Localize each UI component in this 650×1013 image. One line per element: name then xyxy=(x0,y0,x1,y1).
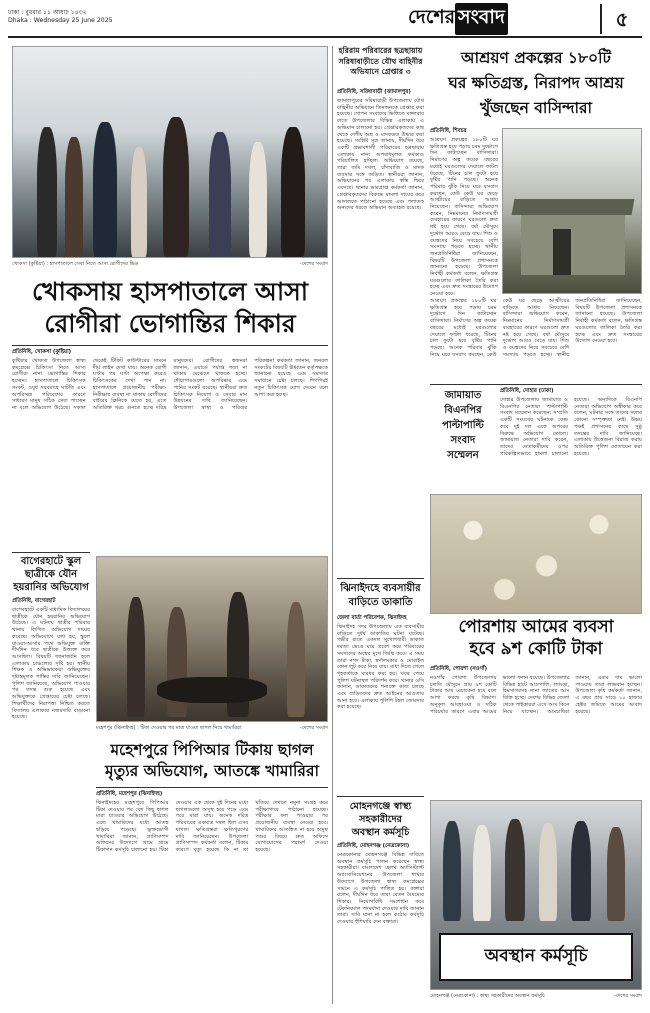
mango-body: নওগাঁর পোরশা উপজেলায় চলতি মৌসুমে প্রায় ৯শ কোটি টাকার আম বেচাকেনা হবে বলে আশা করছে কৃষি বিভাগ। অনুকূল আবহাওয়া ও সঠিক পরিচর্যার কারণে এবার আমের ভালো ফলন হয়েছে। উপজেলার বিভিন্ন হাটে আম্রপালি, ল্যাংড়া, হিমসাগরসহ নানা জাতের আম বিক্রি হচ্ছে। দেশের বিভিন্ন জেলা থেকে পাইকাররা এসে আম কিনে নিয়ে যাচ্ছেন। আমচাষিরা জানান, এবার দাম ভালো পাওয়ায় তারা লাভবান হচ্ছেন। উপজেলা কৃষি কর্মকর্তা জানান, এ বছর প্রায় সাড়ে ১০ হাজার হেক্টর জমিতে আমের আবাদ হয়েছে। xyxy=(430,675,642,715)
hospital-byline: প্রতিনিধি, খোকসা (কুষ্টিয়া) xyxy=(12,349,72,355)
mohonganj-body: নেত্রকোনার মোহনগঞ্জে বিভিন্ন দাবিতে অবস্থান কর্মসূচি পালন করেছেন স্বাস্থ্য সহকারীরা। বাংলাদেশ হেলথ অ্যাসিস্ট্যান্ট অ্যাসোসিয়েশনের উপজেলা শাখার উদ্যোগে উপজেলা স্বাস্থ্য কমপ্লেক্সের সামনে এ কর্মসূচি পালিত হয়। বক্তারা বলেন, দীর্ঘদিন ধরে তারা বেতন বৈষম্যের শিকার। নিয়োগবিধি সংশোধন করে টেকনিক্যাল পদমর্যাদা দেওয়ার দাবি জানান তারা। দাবি মানা না হলে কঠোর কর্মসূচি দেওয়ার হুঁশিয়ারি দেন বক্তারা। xyxy=(337,852,424,926)
hospital-headline: খোকসায় হাসপাতালে আসা রোগীরা ভোগান্তির শিকার xyxy=(32,277,308,338)
photo-credit: -দেশের সংবাদ xyxy=(613,993,642,999)
ashrayan-body-2: আশ্রয়ণ প্রকল্পের ১৮০টি ঘর ক্ষতিগ্রস্ত হয়ে পড়ায় চরম দুর্ভোগে দিন কাটাচ্ছেন বাসিন্দারা। নির্মাণের অল্প কয়েক বছরের মধ্যেই ঘরগুলোর দেয়ালে ফাটল ধরেছে, টিনের চাল ফুটো হয়ে বৃষ্টির পানি পড়ছে। অনেক পরিবার ঝুঁকি নিয়ে ঘরে বসবাস করছেন, কেউ কেউ ঘর ছেড়ে আত্মীয়ের বাড়িতে আশ্রয় নিয়েছেন। বাসিন্দারা অভিযোগ করেন, নিম্নমানের নির্মাণসামগ্রী ব্যবহারের কারণে ঘরগুলো দ্রুত নষ্ট হয়ে গেছে। বর্ষা মৌসুমে দুর্ভোগ আরও বেড়ে যায়। শিশু ও বয়স্কদের নিয়ে সবচেয়ে বেশি সমস্যায় পড়তে হচ্ছে। স্থানীয় জনপ্রতিনিধিরা জানিয়েছেন, বিষয়টি উপজেলা প্রশাসনকে জানানো হয়েছে। উপজেলা নির্বাহী কর্মকর্তা বলেন, ক্ষতিগ্রস্ত ঘরগুলোর তালিকা তৈরি করা হচ্ছে এবং দ্রুত সংস্কারের উদ্যোগ নেওয়া হবে। xyxy=(430,298,642,358)
arrest-headline: হরিরাম পরিবারের ছত্রছায়ায় সরিষাবাড়ীতে যৌথ বাহিনীর অভিযানে গ্রেপ্তার ৩ xyxy=(338,46,423,76)
mohonganj-byline: প্রতিনিধি, মোহনগঞ্জ (নেত্রকোনা) xyxy=(337,843,410,849)
robbery-headline: ঝিনাইদহে ব্যবসায়ীর বাড়িতে ডাকাতি xyxy=(340,583,421,608)
date-english: Dhaka : Wednesday 25 June 2025 xyxy=(8,17,113,24)
damaged-house-photo xyxy=(502,128,642,294)
photo-credit: -দেশের সংবাদ xyxy=(299,725,328,731)
robbery-byline: জেলা বার্তা পরিবেশক, ঝিনাইদহ xyxy=(337,615,407,621)
ashrayan-headline: আশ্রয়ণ প্রকল্পের ১৮০টি ঘর ক্ষতিগ্রস্ত, নিরাপদ আশ্রয় খুঁজছেন বাসিন্দারা xyxy=(448,49,624,117)
newspaper-logo xyxy=(408,6,508,32)
bagerhat-body: বাগেরহাটে একটি মাধ্যমিক বিদ্যালয়ের ছাত্রীকে যৌন হয়রানির অভিযোগ উঠেছে। এ ঘটনায় ছাত্রীর পরিবার থানায় লিখিত অভিযোগ দায়ের করেছে। অভিযোগে বলা হয়, স্কুলে যাওয়া-আসার পথে অভিযুক্ত ব্যক্তি দীর্ঘদিন ধরে ছাত্রীকে উত্ত্যক্ত করে আসছিল। বিষয়টি জানাজানি হলে এলাকায় চাঞ্চল্যের সৃষ্টি হয়। স্থানীয় শিক্ষক ও অভিভাবকরা অভিযুক্তের দৃষ্টান্তমূলক শাস্তির দাবি জানিয়েছেন। পুলিশ জানিয়েছে, অভিযোগ পাওয়ার পর তদন্ত শুরু হয়েছে এবং অভিযুক্তকে গ্রেপ্তারের চেষ্টা চলছে। শিক্ষার্থীদের নিরাপত্তা নিশ্চিত করতে বিদ্যালয় এলাকায় নজরদারি বাড়ানো হয়েছে। xyxy=(12,607,90,721)
logo-word-1: দেশের xyxy=(408,6,456,28)
bagerhat-headline: বাগেরহাটে স্কুল ছাত্রীকে যৌন হয়রানির অভিযোগ xyxy=(13,556,89,593)
mango-byline: প্রতিনিধি, পোরশা (নওগাঁ) xyxy=(430,666,488,672)
goat-byline: প্রতিনিধি, মহেশপুর (ঝিনাইদহ) xyxy=(96,791,163,797)
goat-headline: মহেশপুরে পিপিআর টিকায় ছাগল মৃত্যুর অভিযোগ, আতঙ্কে খামারিরা xyxy=(105,741,319,780)
arrest-body: জামালপুরের সরিষাবাড়ী উপজেলায় যৌথ বাহিনীর অভিযানে তিনজনকে গ্রেপ্তার করা হয়েছে। গোপন সংবাদের ভিত্তিতে মঙ্গলবার রাতে উপজেলার বিভিন্ন এলাকায় এ অভিযান চালানো হয়। গ্রেপ্তারকৃতদের কাছ থেকে দেশীয় অস্ত্র ও মাদকদ্রব্য উদ্ধার করা হয়েছে। সংশ্লিষ্ট সূত্র জানায়, দীর্ঘদিন ধরে একটি প্রভাবশালী পরিবারের ছত্রছায়ায় এলাকায় নানা অপরাধমূলক কর্মকাণ্ড পরিচালিত হচ্ছিল। অভিযোগ রয়েছে, তারা জমি দখল, চাঁদাবাজি ও মাদক ব্যবসার সঙ্গে জড়িত। স্থানীয়রা জানান, অভিযানের পর এলাকায় স্বস্তি ফিরে এসেছে। থানার ভারপ্রাপ্ত কর্মকর্তা জানান, গ্রেপ্তারকৃতদের বিরুদ্ধে মামলা দায়ের করে আদালতে পাঠানো হয়েছে এবং পলাতক অন্যদের ধরতে অভিযান অব্যাহত রয়েছে। xyxy=(337,98,424,212)
protest-banner: অবস্থান কর্মসূচি xyxy=(439,933,633,981)
protest-photo xyxy=(430,800,642,990)
mango-headline: পোরশায় আমের ব্যবসা হবে ৯শ কোটি টাকা xyxy=(430,616,642,662)
goat-photo xyxy=(96,556,328,722)
goat-body: ঝিনাইদহের মহেশপুরে পিপিআর টিকা দেওয়ার পর বেশ কিছু ছাগল মারা যাওয়ার অভিযোগ উঠেছে। এতে খামারিদের মধ্যে আতঙ্ক ছড়িয়ে পড়েছে। ভুক্তভোগী খামারিরা জানান, প্রাণিসম্পদ অফিসের উদ্যোগে গ্রামে গ্রামে টিকাদান কর্মসূচি চালানো হয়। টিকা দেওয়ার এক থেকে দুই দিনের মধ্যে ছাগলগুলো অসুস্থ হয়ে পড়ে এবং পরে মারা যায়। অনেক দরিদ্র পরিবারের একমাত্র সম্বল ছিল এসব ছাগল। ক্ষতিগ্রস্তরা ক্ষতিপূরণের দাবি জানিয়েছেন। উপজেলা প্রাণিসম্পদ কর্মকর্তা বলেন, টিকার কারণে মৃত্যু হয়েছে কি না তা খতিয়ে দেখতে নমুনা সংগ্রহ করে পরীক্ষাগারে পাঠানো হয়েছে। পরীক্ষার ফল পাওয়ার পর প্রয়োজনীয় ব্যবস্থা নেওয়া হবে। খামারিদের আতঙ্কিত না হয়ে অসুস্থ পশুর বিষয়ে দ্রুত অফিসে যোগাযোগের পরামর্শ দেওয়া হয়েছে। xyxy=(96,800,328,853)
hospital-body: কুষ্টিয়ার খোকসা উপজেলা স্বাস্থ্য কমপ্লেক্সে চিকিৎসা নিতে আসা রোগীরা নানা ভোগান্তির শিকার হচ্ছেন। হাসপাতালে চিকিৎসক সংকট, ওষুধ সরবরাহে ঘাটতি এবং অপরিচ্ছন্ন পরিবেশের কারণে সাধারণ মানুষ সঠিক সেবা পাচ্ছেন না বলে অভিযোগ উঠেছে। সকাল থেকেই টিকিট কাউন্টারের সামনে দীর্ঘ লাইন দেখা যায়। অনেক রোগী ঘণ্টার পর ঘণ্টা অপেক্ষা করেও চিকিৎসকের দেখা পান না। হাসপাতালে প্রয়োজনীয় পরীক্ষা-নিরীক্ষার ব্যবস্থা না থাকায় রোগীদের বাইরের ক্লিনিকে যেতে হয়, এতে অতিরিক্ত খরচ গুনতে হচ্ছে দরিদ্র মানুষদের। রোগীদের স্বজনরা জানান, ওয়ার্ডে পর্যাপ্ত শয্যা না থাকায় মেঝেতে থাকতে হচ্ছে। শৌচাগারগুলো অপরিষ্কার এবং পানির সংকট রয়েছে। স্থানীয়রা দ্রুত চিকিৎসক নিয়োগ ও সেবার মান উন্নয়নের দাবি জানিয়েছেন। উপজেলা স্বাস্থ্য ও পরিবার পরিকল্পনা কর্মকর্তা জানান, জনবল সংকটের বিষয়টি ঊর্ধ্বতন কর্তৃপক্ষকে জানানো হয়েছে এবং সমস্যার সমাধানে চেষ্টা চলছে। শিগগিরই নতুন চিকিৎসক যোগ দেবেন বলে আশা করা হচ্ছে। xyxy=(12,358,328,411)
mohonganj-headline: মোহনগঞ্জে স্বাস্থ্য সহকারীদের অবস্থান কর্মসূচি xyxy=(349,801,412,838)
goat-photo-caption: মহেশপুর (ঝিনাইদহ) : টিকা দেওয়ার পর মারা যাওয়া ছাগল নিয়ে খামারিরা -দেশের সংবাদ xyxy=(96,725,328,731)
jamaat-byline: প্রতিনিধি, দোহার (ঢাকা) xyxy=(500,388,554,394)
date-line xyxy=(8,9,228,25)
jamaat-body: দোহার উপজেলায় জামায়াত ও বিএনপির নেতারা পাল্টাপাল্টি সংবাদ সম্মেলন করেছেন। সম্প্রতি একটি সংঘর্ষের ঘটনাকে কেন্দ্র করে দুই দল একে অপরের বিরুদ্ধে অভিযোগ তোলে। জামায়াত নেতারা দাবি করেন, তাদের নেতাকর্মীদের ওপর পরিকল্পিতভাবে হামলা চালানো হয়েছে। অন্যদিকে বিএনপি নেতারা অভিযোগ অস্বীকার করে বলেন, ঘটনার সঙ্গে তাদের দলের কোনো সম্পৃক্ততা নেই। উভয় পক্ষই প্রশাসনের কাছে সুষ্ঠু তদন্তের দাবি জানিয়েছে। এলাকায় উত্তেজনা বিরাজ করায় অতিরিক্ত পুলিশ মোতায়েন করা হয়েছে। xyxy=(500,397,642,457)
ashrayan-byline: প্রতিনিধি, শিবচর xyxy=(430,128,467,134)
photo-credit: -দেশের সংবাদ xyxy=(299,261,328,267)
arrest-byline: প্রতিনিধি, সরিষাবাড়ী (জামালপুর) xyxy=(337,89,411,95)
hospital-photo xyxy=(12,46,328,258)
protest-photo-caption: মোহনগঞ্জ (নেত্রকোনা) : স্বাস্থ্য সহকারীদের অবস্থান কর্মসূচি -দেশের সংবাদ xyxy=(430,993,642,999)
ashrayan-body-1: আশ্রয়ণ প্রকল্পের ১৮০টি ঘর ক্ষতিগ্রস্ত হয়ে পড়ায় চরম দুর্ভোগে দিন কাটাচ্ছেন বাসিন্দারা। নির্মাণের অল্প কয়েক বছরের মধ্যেই ঘরগুলোর দেয়ালে ফাটল ধরেছে, টিনের চাল ফুটো হয়ে বৃষ্টির পানি পড়ছে। অনেক পরিবার ঝুঁকি নিয়ে ঘরে বসবাস করছেন, কেউ কেউ ঘর ছেড়ে আত্মীয়ের বাড়িতে আশ্রয় নিয়েছেন। বাসিন্দারা অভিযোগ করেন, নিম্নমানের নির্মাণসামগ্রী ব্যবহারের কারণে ঘরগুলো দ্রুত নষ্ট হয়ে গেছে। বর্ষা মৌসুমে দুর্ভোগ আরও বেড়ে যায়। শিশু ও বয়স্কদের নিয়ে সবচেয়ে বেশি সমস্যায় পড়তে হচ্ছে। স্থানীয় জনপ্রতিনিধিরা জানিয়েছেন, বিষয়টি উপজেলা প্রশাসনকে জানানো হয়েছে। উপজেলা নির্বাহী কর্মকর্তা বলেন, ক্ষতিগ্রস্ত ঘরগুলোর তালিকা তৈরি করা হচ্ছে এবং দ্রুত সংস্কারের উদ্যোগ নেওয়া হবে। xyxy=(430,137,498,298)
masthead xyxy=(8,4,642,38)
date-bangla: ঢাকা : বুধবার ১১ আষাঢ় ১৪৩২ xyxy=(8,9,87,16)
logo-word-2: সংবাদ xyxy=(455,3,508,35)
robbery-body: ঝিনাইদহ সদর উপজেলায় এক ব্যবসায়ীর বাড়িতে দুর্ধর্ষ ডাকাতির ঘটনা ঘটেছে। গভীর রাতে একদল মুখোশধারী ডাকাত দরজা ভেঙে ঘরে প্রবেশ করে পরিবারের সদস্যদের অস্ত্রের মুখে জিম্মি করে। এ সময় তারা নগদ টাকা, স্বর্ণালংকার ও মোবাইল ফোন লুট করে নিয়ে যায়। বাধা দিতে গেলে গৃহকর্তাকে মারধর করা হয়। খবর পেয়ে পুলিশ ঘটনাস্থল পরিদর্শন করে। থানার ওসি জানান, ডাকাতদের শনাক্তে কাজ চলছে এবং জড়িতদের দ্রুত আইনের আওতায় আনা হবে। এলাকায় পুলিশি টহল জোরদার করা হয়েছে। xyxy=(337,624,424,711)
mango-photo xyxy=(430,494,642,614)
bagerhat-byline: প্রতিনিধি, বাগেরহাট xyxy=(12,598,56,604)
jamaat-headline: জামায়াত বিএনপির পাল্টাপাল্টি সংবাদ সম্মেলন xyxy=(442,390,484,461)
hospital-photo-caption: খোকসা (কুষ্টিয়া) : হাসপাতালে সেবা নিতে আসা রোগীদের ভিড় -দেশের সংবাদ xyxy=(12,261,328,267)
page-number: ৫ xyxy=(600,4,642,34)
